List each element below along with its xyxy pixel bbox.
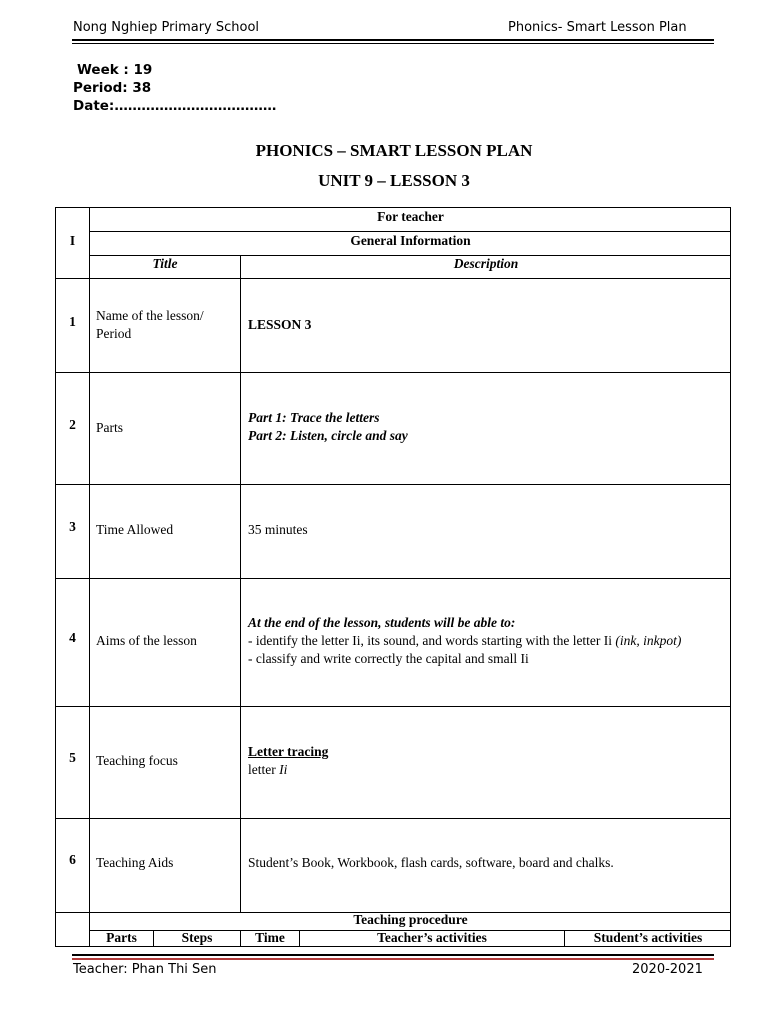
row-title-6: Teaching Aids bbox=[96, 855, 174, 870]
week-label: Week : 19 bbox=[77, 62, 153, 78]
row-number-2: 2 bbox=[69, 417, 76, 432]
page-title: PHONICS – SMART LESSON PLAN bbox=[255, 141, 533, 160]
header-rule-thin bbox=[72, 43, 714, 44]
row-desc-4-example-words: (ink, inkpot) bbox=[615, 633, 682, 648]
row-desc-2-line2: Part 2: Listen, circle and say bbox=[248, 428, 408, 443]
footer-teacher: Teacher: Phan Thi Sen bbox=[73, 962, 217, 977]
procedure-col-time: Time bbox=[255, 930, 285, 945]
row-desc-4-line1-text: - identify the letter Ii, its sound, and words starting with the letter Ii bbox=[248, 633, 616, 648]
row-desc-5-heading: Letter tracing bbox=[248, 744, 329, 759]
row-divider-3 bbox=[56, 578, 731, 579]
row-desc-3: 35 minutes bbox=[248, 522, 308, 537]
row-title-3: Time Allowed bbox=[96, 522, 174, 537]
row-desc-5-line bbox=[248, 761, 287, 779]
row-number-1: 1 bbox=[69, 314, 76, 329]
teaching-procedure-heading: Teaching procedure bbox=[353, 912, 468, 927]
row-desc-4-heading: At the end of the lesson, students will be able to: bbox=[248, 615, 516, 630]
procedure-col-steps: Steps bbox=[181, 930, 213, 945]
row-number-5: 5 bbox=[69, 750, 76, 765]
section-number: I bbox=[69, 233, 76, 248]
row-desc-1: LESSON 3 bbox=[248, 317, 312, 332]
lesson-plan-table bbox=[55, 207, 731, 947]
procedure-col-student: Student’s activities bbox=[593, 930, 703, 945]
row-desc-6: Student’s Book, Workbook, flash cards, software, board and chalks. bbox=[248, 855, 614, 870]
date-label: Date:……………………………… bbox=[73, 98, 277, 114]
unit-title: UNIT 9 – LESSON 3 bbox=[318, 171, 470, 190]
footer-school-year: 2020-2021 bbox=[632, 962, 703, 977]
col-divider-title bbox=[240, 255, 241, 912]
procedure-col-teacher: Teacher’s activities bbox=[377, 930, 487, 945]
row-divider-4 bbox=[56, 706, 731, 707]
col-title-header: Title bbox=[152, 256, 178, 271]
header-document-name: Phonics- Smart Lesson Plan bbox=[508, 20, 687, 35]
row-desc-2-line1: Part 1: Trace the letters bbox=[248, 410, 380, 425]
header-rule-thick bbox=[72, 39, 714, 41]
procedure-col-parts: Parts bbox=[106, 930, 137, 945]
row-number-6: 6 bbox=[69, 852, 76, 867]
footer-rule-black bbox=[72, 954, 714, 956]
for-teacher-heading: For teacher bbox=[377, 209, 444, 224]
row-desc-5-letter: Ii bbox=[279, 762, 288, 777]
row-number-3: 3 bbox=[69, 519, 76, 534]
row-desc-4-line2: - classify and write correctly the capital and small Ii bbox=[248, 651, 529, 666]
col-description-header: Description bbox=[453, 256, 519, 271]
footer-rule-red bbox=[72, 958, 714, 960]
header-school-name: Nong Nghiep Primary School bbox=[73, 20, 260, 35]
row-title-1: Name of the lesson/ Period bbox=[96, 308, 204, 341]
general-info-heading: General Information bbox=[350, 233, 471, 248]
period-label: Period: 38 bbox=[73, 80, 152, 96]
row-title-2: Parts bbox=[96, 420, 123, 435]
row-number-4: 4 bbox=[69, 630, 76, 645]
row-title-4: Aims of the lesson bbox=[96, 633, 197, 648]
row-divider-2 bbox=[56, 484, 731, 485]
row-title-5: Teaching focus bbox=[96, 753, 178, 768]
row-desc-5-text: letter bbox=[248, 762, 280, 777]
row-desc-4-line1 bbox=[248, 632, 681, 650]
row-divider-header bbox=[56, 278, 731, 279]
row-divider-1 bbox=[56, 372, 731, 373]
row-divider-5 bbox=[56, 818, 731, 819]
